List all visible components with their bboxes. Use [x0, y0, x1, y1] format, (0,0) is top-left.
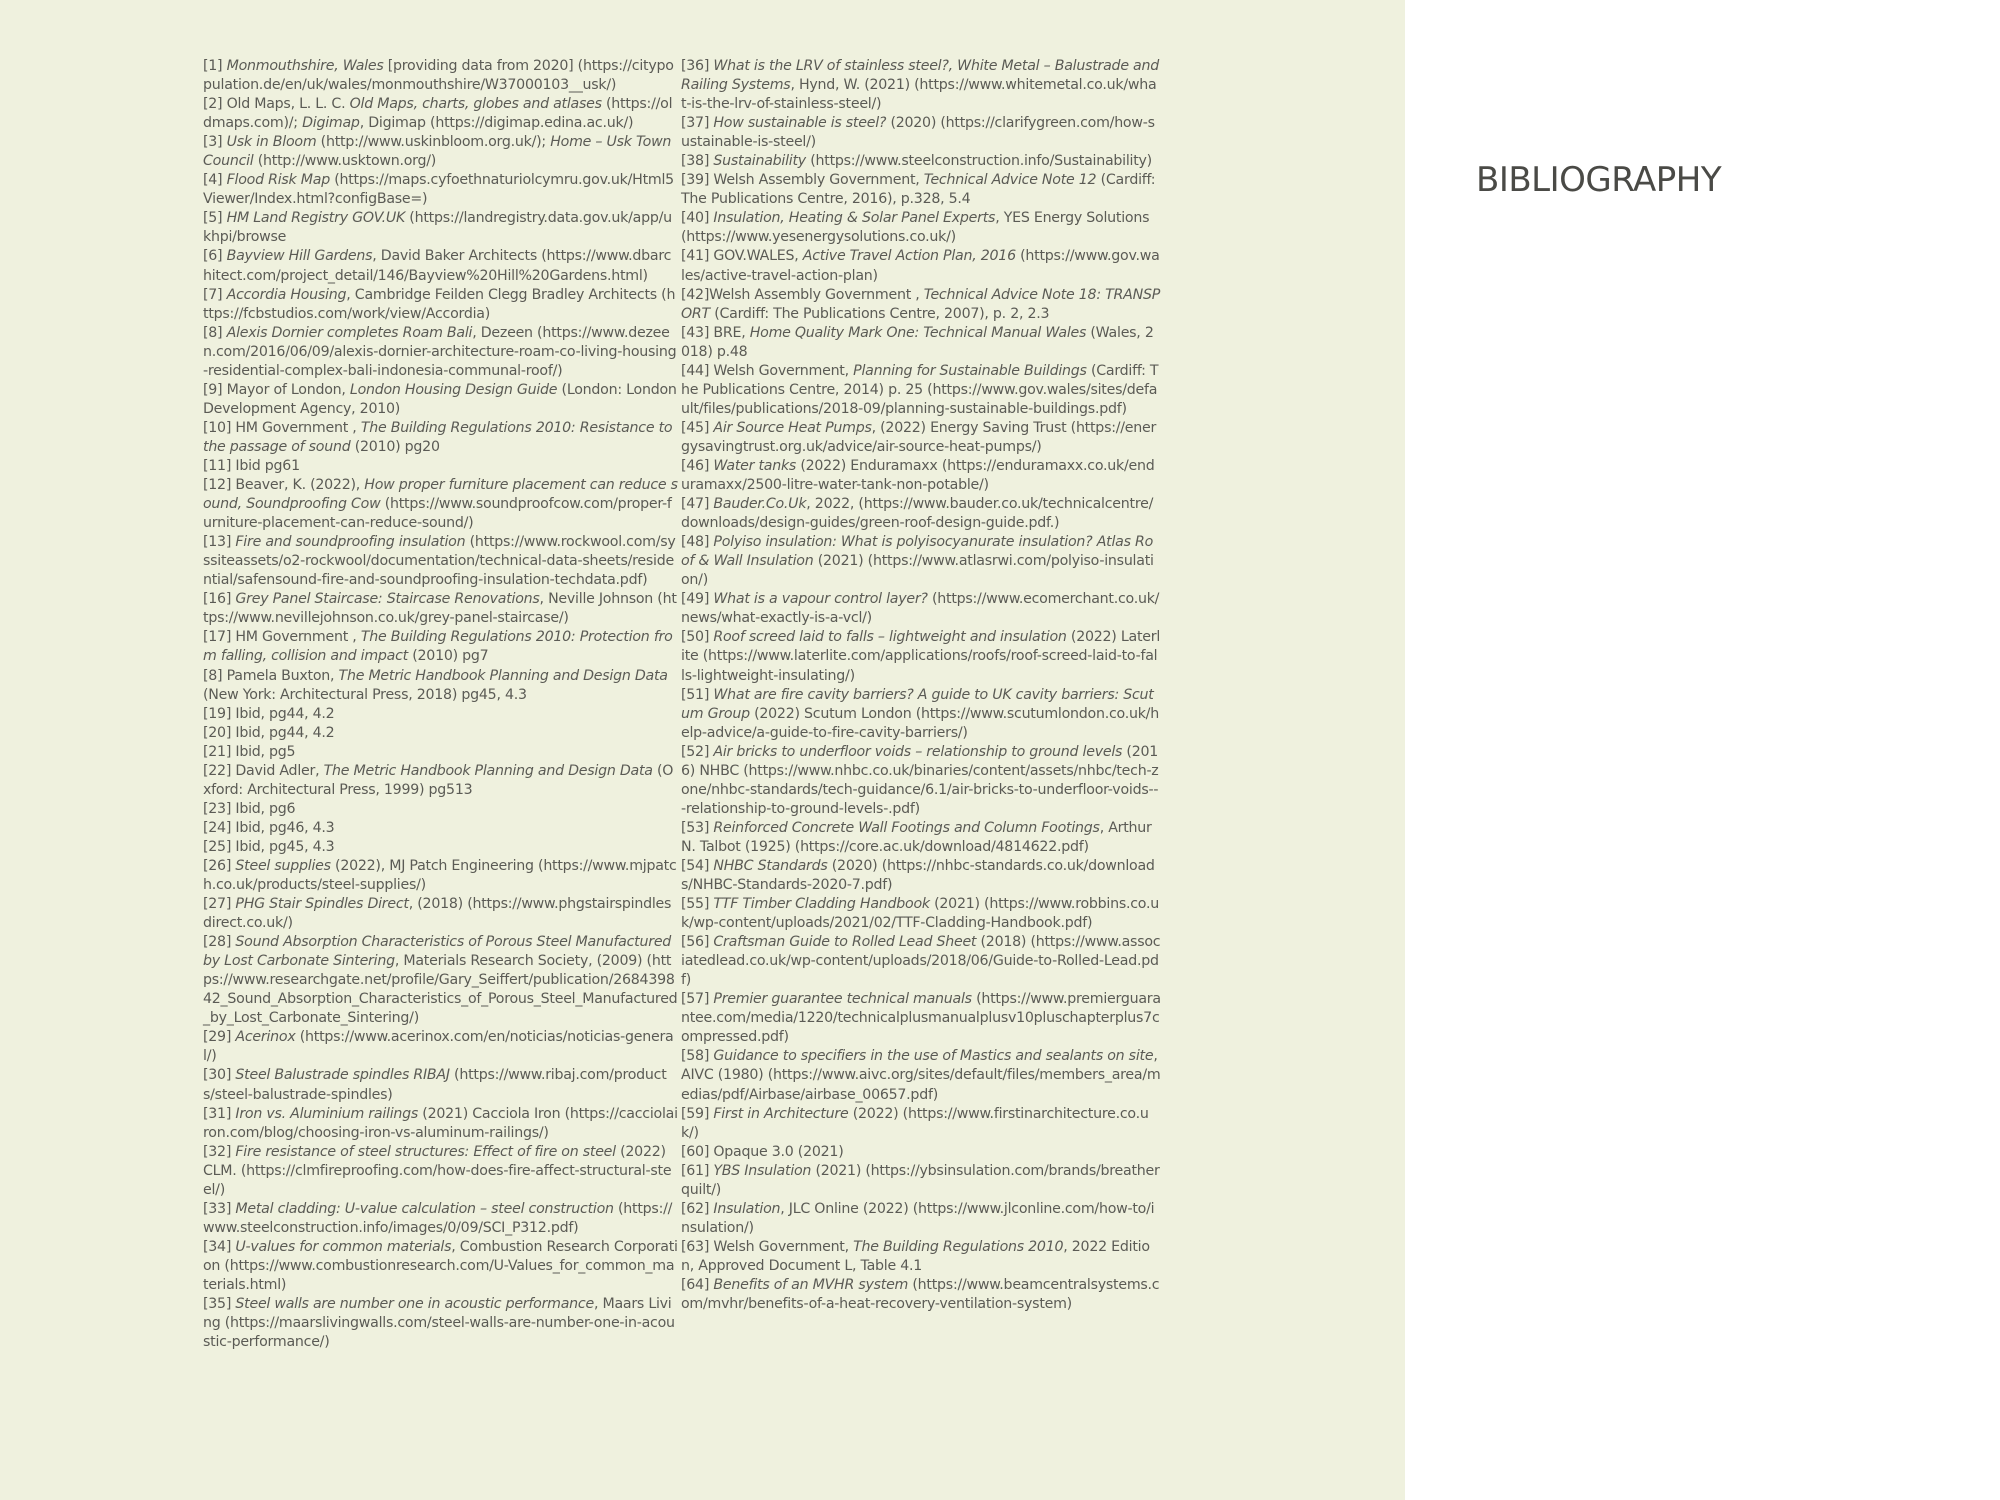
- reference-text: (https://maps.cyfoethnaturiolcymru.gov.uk/Html5Viewer/Index.html?configBase=): [203, 172, 674, 208]
- reference-text: [7]: [203, 286, 227, 303]
- reference-entry: [203, 1238, 678, 1295]
- reference-title: Alexis Dornier completes Roam Bali: [226, 324, 473, 341]
- reference-entry: [203, 838, 678, 857]
- reference-entry: [681, 1238, 1161, 1276]
- reference-entry: [203, 209, 678, 247]
- reference-text: (2022) CLM. (https://clmfireproofing.com/how-does-fire-affect-structural-steel/): [203, 1143, 672, 1198]
- reference-text: [38]: [681, 153, 714, 170]
- reference-text: , AIVC (1980) (https://www.aivc.org/sites/default/files/members_area/medias/pdf/Airbase/airbase_00657.pdf): [681, 1048, 1161, 1103]
- reference-text: [60] Opaque 3.0 (2021): [681, 1143, 844, 1160]
- reference-entry: [203, 381, 678, 419]
- reference-entry: [681, 1276, 1161, 1314]
- reference-text: (2022) Laterlite (https://www.laterlite.com/applications/roofs/roof-screed-laid-to-falls-lightweight-insulating/): [681, 629, 1161, 684]
- reference-entry: [203, 1066, 678, 1104]
- reference-entry: [681, 533, 1161, 590]
- reference-text: (2022) Enduramaxx (https://enduramaxx.co.uk/enduramaxx/2500-litre-water-tank-non-potable/): [681, 457, 1155, 494]
- reference-title: Benefits of an MVHR system: [713, 1277, 909, 1293]
- reference-text: , Combustion Research Corporation (https://www.combustionresearch.com/U-Values_for_common_materials.html): [203, 1238, 678, 1293]
- reference-text: (London: London Development Agency, 2010): [203, 381, 677, 417]
- reference-text: [26]: [203, 857, 236, 874]
- reference-text: , YES Energy Solutions (https://www.yesenergysolutions.co.uk/): [681, 210, 1150, 246]
- reference-title: What are fire cavity barriers? A guide to UK cavity barriers: Scutum Group: [681, 686, 1154, 722]
- reference-entry: [681, 457, 1161, 495]
- reference-title: Accordia Housing: [226, 286, 347, 303]
- reference-text: [52]: [681, 743, 714, 760]
- reference-text: (2021) (https://www.atlasrwi.com/polyiso-insulation/): [681, 553, 1154, 589]
- reference-text: [62]: [681, 1200, 714, 1217]
- reference-entry: [203, 171, 678, 209]
- reference-title: Steel supplies: [235, 857, 331, 874]
- reference-entry: [681, 1162, 1161, 1200]
- reference-text: [34]: [203, 1238, 236, 1255]
- reference-entry: [681, 495, 1161, 533]
- reference-title: Bauder.Co.Uk: [713, 496, 807, 513]
- reference-entry: [203, 1295, 678, 1352]
- reference-title: Guidance to specifiers in the use of Mastics and sealants on site: [713, 1048, 1154, 1065]
- reference-text: (http://www.uskinbloom.org.uk/);: [316, 134, 551, 151]
- reference-text: [54]: [681, 857, 714, 874]
- reference-text: [47]: [681, 496, 714, 513]
- reference-text: [57]: [681, 991, 714, 1008]
- reference-text: [13]: [203, 534, 236, 551]
- reference-title: First in Architecture: [713, 1105, 849, 1122]
- reference-text: [24] Ibid, pg46, 4.3: [203, 819, 335, 836]
- reference-text: (Cardiff: The Publications Centre, 2014) p. 25 (https://www.gov.wales/sites/default/files/publications/2018-09/planning-sustainable-buildings.pdf): [681, 362, 1159, 417]
- reference-text: , (2018) (https://www.phgstairspindlesdirect.co.uk/): [203, 896, 672, 932]
- reference-text: (2020) (https://clarifygreen.com/how-sustainable-is-steel/): [681, 115, 1155, 151]
- reference-title: Digimap: [302, 115, 360, 132]
- reference-title: Polyiso insulation: What is polyisocyanurate insulation? Atlas Roof & Wall Insulation: [681, 534, 1154, 570]
- reference-text: [51]: [681, 686, 714, 703]
- reference-title: What is the LRV of stainless steel?, White Metal – Balustrade and Railing Systems: [681, 58, 1159, 94]
- reference-title: Premier guarantee technical manuals: [713, 991, 972, 1008]
- reference-entry: [681, 57, 1161, 114]
- reference-text: (https://landregistry.data.gov.uk/app/ukhpi/browse: [203, 210, 672, 246]
- reference-text: , Materials Research Society, (2009) (https://www.researchgate.net/profile/Gary_Seiffert/publication/268439842_Sound_Absorption_Characteristics_of_Porous_Steel_Manufactured_by_Lost_Carbonate_Sintering/): [203, 953, 678, 1027]
- reference-text: , Arthur N. Talbot (1925) (https://core.ac.uk/download/4814622.pdf): [681, 819, 1152, 855]
- reference-title: Sound Absorption Characteristics of Porous Steel Manufactured by Lost Carbonate Sintering: [203, 934, 672, 970]
- reference-entry: [203, 419, 678, 457]
- reference-title: Metal cladding: U-value calculation – steel construction: [235, 1200, 614, 1217]
- reference-text: (2010) pg7: [407, 648, 489, 665]
- reference-text: [46]: [681, 457, 714, 474]
- reference-text: (2021) (https://ybsinsulation.com/brands/breatherquilt/): [681, 1162, 1160, 1198]
- reference-title: Technical Advice Note 18: TRANSPORT: [681, 286, 1161, 322]
- reference-text: [63] Welsh Government,: [681, 1238, 854, 1255]
- reference-text: (Oxford: Architectural Press, 1999) pg513: [203, 762, 674, 798]
- reference-entry: [203, 743, 678, 762]
- reference-entry: [203, 1105, 678, 1143]
- reference-entry: [681, 819, 1161, 857]
- reference-text: , Dezeen (https://www.dezeen.com/2016/06/09/alexis-dornier-architecture-roam-co-living-housing-residential-complex-bali-indonesia-communal-roof/): [203, 324, 677, 379]
- reference-text: (http://www.usktown.org/): [253, 153, 437, 170]
- reference-entry: [203, 762, 678, 800]
- reference-entry: [203, 667, 678, 705]
- reference-title: The Building Regulations 2010: Protection from falling, collision and impact: [203, 629, 673, 665]
- reference-title: What is a vapour control layer?: [713, 591, 928, 608]
- reference-title: How proper furniture placement can reduce sound, Soundproofing Cow: [203, 477, 678, 513]
- reference-title: The Metric Handbook Planning and Design Data: [323, 762, 653, 779]
- reference-text: [61]: [681, 1162, 714, 1179]
- reference-text: , Hynd, W. (2021) (https://www.whitemetal.co.uk/what-is-the-lrv-of-stainless-steel/): [681, 77, 1157, 113]
- reference-text: [37]: [681, 115, 714, 132]
- reference-title: Planning for Sustainable Buildings: [853, 362, 1087, 379]
- reference-title: Home Quality Mark One: Technical Manual Wales: [749, 324, 1087, 341]
- reference-title: NHBC Standards: [713, 857, 828, 874]
- reference-text: , JLC Online (2022) (https://www.jlconline.com/how-to/insulation/): [681, 1200, 1155, 1236]
- reference-title: Old Maps, charts, globes and atlases: [349, 96, 602, 113]
- reference-entry: [203, 95, 678, 133]
- reference-text: [59]: [681, 1105, 714, 1122]
- reference-text: [42]Welsh Assembly Government ,: [681, 286, 924, 303]
- reference-text: [36]: [681, 58, 714, 74]
- reference-title: Sustainability: [713, 153, 806, 170]
- reference-text: [64]: [681, 1277, 714, 1293]
- reference-text: [1]: [203, 58, 227, 74]
- reference-text: [31]: [203, 1105, 236, 1122]
- reference-text: (Cardiff: The Publications Centre, 2016), p.328, 5.4: [681, 172, 1156, 208]
- reference-text: , 2022 Edition, Approved Document L, Table 4.1: [681, 1238, 1150, 1274]
- reference-text: [50]: [681, 629, 714, 646]
- reference-entry: [681, 743, 1161, 819]
- reference-entry: [681, 1200, 1161, 1238]
- reference-title: The Metric Handbook Planning and Design Data: [338, 667, 668, 684]
- reference-title: Usk in Bloom: [226, 134, 317, 151]
- reference-title: The Building Regulations 2010: Resistance to the passage of sound: [203, 419, 673, 455]
- reference-text: [4]: [203, 172, 227, 189]
- reference-text: [25] Ibid, pg45, 4.3: [203, 838, 335, 855]
- reference-title: Insulation: [713, 1200, 781, 1217]
- reference-text: (https://www.beamcentralsystems.com/mvhr/benefits-of-a-heat-recovery-ventilation-system): [681, 1277, 1160, 1313]
- reference-entry: [203, 476, 678, 533]
- reference-title: U-values for common materials: [235, 1238, 452, 1255]
- reference-text: [12] Beaver, K. (2022),: [203, 477, 365, 494]
- reference-text: [9] Mayor of London,: [203, 381, 350, 398]
- reference-text: (2021) Cacciola Iron (https://cacciolairon.com/blog/choosing-iron-vs-aluminum-railings/): [203, 1105, 678, 1141]
- reference-text: (https://www.gov.wales/active-travel-action-plan): [681, 248, 1160, 284]
- reference-text: [39] Welsh Assembly Government,: [681, 172, 924, 189]
- reference-entry: [203, 1200, 678, 1238]
- reference-title: Insulation, Heating & Solar Panel Experts: [713, 210, 996, 227]
- references-column-left: [203, 57, 678, 1352]
- reference-title: Steel walls are number one in acoustic performance: [235, 1296, 594, 1313]
- references-column-right: [681, 57, 1161, 1314]
- reference-text: [3]: [203, 134, 227, 151]
- reference-title: Air Source Heat Pumps: [713, 419, 872, 436]
- reference-entry: [203, 324, 678, 381]
- reference-entry: [203, 800, 678, 819]
- reference-entry: [203, 819, 678, 838]
- reference-title: PHG Stair Spindles Direct: [235, 896, 409, 913]
- reference-text: [58]: [681, 1048, 714, 1065]
- reference-text: (2022) (https://www.firstinarchitecture.co.uk/): [681, 1105, 1149, 1141]
- reference-title: Craftsman Guide to Rolled Lead Sheet: [713, 934, 977, 951]
- reference-text: [10] HM Government ,: [203, 419, 361, 436]
- reference-text: [33]: [203, 1200, 236, 1217]
- reference-text: [41] GOV.WALES,: [681, 248, 803, 265]
- reference-title: Active Travel Action Plan, 2016: [802, 248, 1016, 265]
- reference-text: (https://www.ribaj.com/products/steel-balustrade-spindles): [203, 1067, 667, 1103]
- reference-title: Home – Usk Town Council: [203, 134, 672, 170]
- reference-entry: [203, 933, 678, 1028]
- reference-title: London Housing Design Guide: [349, 381, 558, 398]
- reference-text: [32]: [203, 1143, 236, 1160]
- reference-text: (2021) (https://www.robbins.co.uk/wp-content/uploads/2021/02/TTF-Cladding-Handbook.pdf): [681, 896, 1159, 932]
- reference-title: TTF Timber Cladding Handbook: [713, 896, 930, 913]
- reference-text: [11] Ibid pg61: [203, 457, 300, 474]
- reference-text: , David Baker Architects (https://www.dbarchitect.com/project_detail/146/Bayview%20Hill%20Gardens.html): [203, 248, 672, 284]
- reference-text: (https://www.acerinox.com/en/noticias/noticias-general/): [203, 1029, 674, 1065]
- reference-text: [49]: [681, 591, 714, 608]
- reference-text: (2022), MJ Patch Engineering (https://www.mjpatch.co.uk/products/steel-supplies/): [203, 857, 677, 894]
- reference-title: Bayview Hill Gardens: [226, 248, 373, 265]
- reference-text: [53]: [681, 819, 714, 836]
- reference-title: Monmouthshire, Wales: [226, 58, 384, 74]
- reference-text: [16]: [203, 591, 236, 608]
- reference-title: Iron vs. Aluminium railings: [235, 1105, 419, 1122]
- reference-text: [19] Ibid, pg44, 4.2: [203, 705, 335, 722]
- reference-title: Steel Balustrade spindles RIBAJ: [235, 1067, 450, 1084]
- reference-entry: [681, 362, 1161, 419]
- reference-entry: [203, 705, 678, 724]
- reference-title: Water tanks: [713, 457, 797, 474]
- reference-entry: [203, 1028, 678, 1066]
- reference-text: , Neville Johnson (https://www.nevillejohnson.co.uk/grey-panel-staircase/): [203, 591, 677, 627]
- reference-entry: [203, 1143, 678, 1200]
- reference-entry: [203, 590, 678, 628]
- reference-text: [56]: [681, 934, 714, 951]
- reference-title: Acerinox: [235, 1029, 296, 1046]
- reference-title: Technical Advice Note 12: [923, 172, 1097, 189]
- reference-title: Fire and soundproofing insulation: [235, 534, 466, 551]
- reference-text: (https://www.premierguarantee.com/media/1220/technicalplusmanualplusv10pluschapterplus7compressed.pdf): [681, 991, 1161, 1046]
- reference-text: [23] Ibid, pg6: [203, 800, 296, 817]
- reference-text: (Cardiff: The Publications Centre, 2007), p. 2, 2.3: [709, 305, 1050, 322]
- reference-text: [2] Old Maps, L. L. C.: [203, 96, 350, 113]
- reference-text: [29]: [203, 1029, 236, 1046]
- reference-title: The Building Regulations 2010: [853, 1238, 1064, 1255]
- reference-text: [35]: [203, 1296, 236, 1313]
- reference-entry: [681, 990, 1161, 1047]
- reference-entry: [681, 209, 1161, 247]
- reference-text: [20] Ibid, pg44, 4.2: [203, 724, 335, 741]
- reference-text: [8] Pamela Buxton,: [203, 667, 339, 684]
- reference-text: (https://www.steelconstruction.info/images/0/09/SCI_P312.pdf): [203, 1200, 673, 1236]
- reference-text: , 2022, (https://www.bauder.co.uk/technicalcentre/downloads/design-guides/green-roof-design-guide.pdf.): [681, 496, 1154, 532]
- reference-text: (2018) (https://www.associatedlead.co.uk/wp-content/uploads/2018/06/Guide-to-Rolled-Lead.pdf): [681, 934, 1161, 989]
- reference-title: HM Land Registry GOV.UK: [226, 210, 406, 227]
- reference-text: [27]: [203, 896, 236, 913]
- reference-entry: [681, 247, 1161, 285]
- reference-entry: [203, 286, 678, 324]
- reference-text: (2020) (https://nhbc-standards.co.uk/downloads/NHBC-Standards-2020-7.pdf): [681, 857, 1155, 894]
- reference-title: Flood Risk Map: [226, 172, 330, 189]
- reference-text: , Maars Living (https://maarslivingwalls.com/steel-walls-are-number-one-in-acoustic-performance/): [203, 1296, 675, 1351]
- reference-title: Reinforced Concrete Wall Footings and Column Footings: [713, 819, 1100, 836]
- reference-text: [22] David Adler,: [203, 762, 324, 779]
- reference-title: How sustainable is steel?: [713, 115, 887, 132]
- reference-text: [45]: [681, 419, 714, 436]
- reference-entry: [681, 933, 1161, 990]
- reference-entry: [203, 724, 678, 743]
- reference-text: [43] BRE,: [681, 324, 750, 341]
- reference-title: Air bricks to underfloor voids – relationship to ground levels: [713, 743, 1123, 760]
- reference-entry: [681, 114, 1161, 152]
- reference-title: Grey Panel Staircase: Staircase Renovations: [235, 591, 540, 608]
- reference-text: , (2022) Energy Saving Trust (https://energysavingtrust.org.uk/advice/air-source-heat-pumps/): [681, 419, 1157, 455]
- reference-text: [5]: [203, 210, 227, 227]
- reference-entry: [681, 590, 1161, 628]
- reference-text: (2010) pg20: [350, 438, 440, 455]
- reference-entry: [681, 171, 1161, 209]
- reference-entry: [681, 1105, 1161, 1143]
- reference-title: Fire resistance of steel structures: Effect of fire on steel: [235, 1143, 616, 1160]
- reference-text: [55]: [681, 896, 714, 913]
- reference-title: Roof screed laid to falls – lightweight and insulation: [713, 629, 1067, 646]
- reference-entry: [203, 533, 678, 590]
- reference-entry: [681, 419, 1161, 457]
- reference-entry: [203, 857, 678, 895]
- reference-entry: [203, 628, 678, 666]
- reference-text: [40]: [681, 210, 714, 227]
- reference-text: (2022) Scutum London (https://www.scutumlondon.co.uk/help-advice/a-guide-to-fire-cavity-barriers/): [681, 705, 1159, 741]
- reference-entry: [681, 686, 1161, 743]
- reference-entry: [203, 133, 678, 171]
- reference-entry: [203, 457, 678, 476]
- reference-entry: [681, 1143, 1161, 1162]
- reference-text: , Digimap (https://digimap.edina.ac.uk/): [359, 115, 634, 132]
- reference-entry: [203, 895, 678, 933]
- reference-text: , Cambridge Feilden Clegg Bradley Architects (https://fcbstudios.com/work/view/Accordia): [203, 286, 676, 322]
- reference-text: [44] Welsh Government,: [681, 362, 854, 379]
- reference-text: [17] HM Government ,: [203, 629, 361, 646]
- reference-text: [8]: [203, 324, 227, 341]
- reference-entry: [681, 324, 1161, 362]
- reference-text: (2016) NHBC (https://www.nhbc.co.uk/binaries/content/assets/nhbc/tech-zone/nhbc-standards/tech-guidance/6.1/air-bricks-to-underfloor-voids---relationship-to-ground-levels-.pdf): [681, 743, 1159, 817]
- reference-text: (https://www.steelconstruction.info/Sustainability): [805, 153, 1152, 170]
- reference-text: [6]: [203, 248, 227, 265]
- reference-text: (https://oldmaps.com)/;: [203, 96, 673, 132]
- reference-entry: [681, 286, 1161, 324]
- reference-text: (https://www.rockwool.com/syssiteassets/o2-rockwool/documentation/technical-data-sheets/residential/safensound-fire-and-soundproofing-insulation-techdata.pdf): [203, 534, 676, 589]
- page-title: BIBLIOGRAPHY: [1476, 160, 1722, 200]
- reference-entry: [681, 1047, 1161, 1104]
- reference-entry: [681, 628, 1161, 685]
- reference-entry: [681, 857, 1161, 895]
- reference-text: (Wales, 2018) p.48: [681, 324, 1154, 360]
- reference-title: YBS Insulation: [713, 1162, 812, 1179]
- reference-text: [21] Ibid, pg5: [203, 743, 296, 760]
- reference-entry: [681, 895, 1161, 933]
- reference-text: (https://www.ecomerchant.co.uk/news/what-exactly-is-a-vcl/): [681, 591, 1160, 627]
- reference-text: (https://www.soundproofcow.com/proper-furniture-placement-can-reduce-sound/): [203, 496, 672, 532]
- reference-text: (New York: Architectural Press, 2018) pg45, 4.3: [203, 686, 527, 703]
- reference-entry: [203, 57, 678, 95]
- reference-text: [48]: [681, 534, 714, 551]
- reference-text: [28]: [203, 934, 236, 951]
- reference-entry: [203, 247, 678, 285]
- reference-entry: [681, 152, 1161, 171]
- reference-text: [providing data from 2020] (https://citypopulation.de/en/uk/wales/monmouthshire/W37000103__usk/): [203, 58, 674, 94]
- reference-text: [30]: [203, 1067, 236, 1084]
